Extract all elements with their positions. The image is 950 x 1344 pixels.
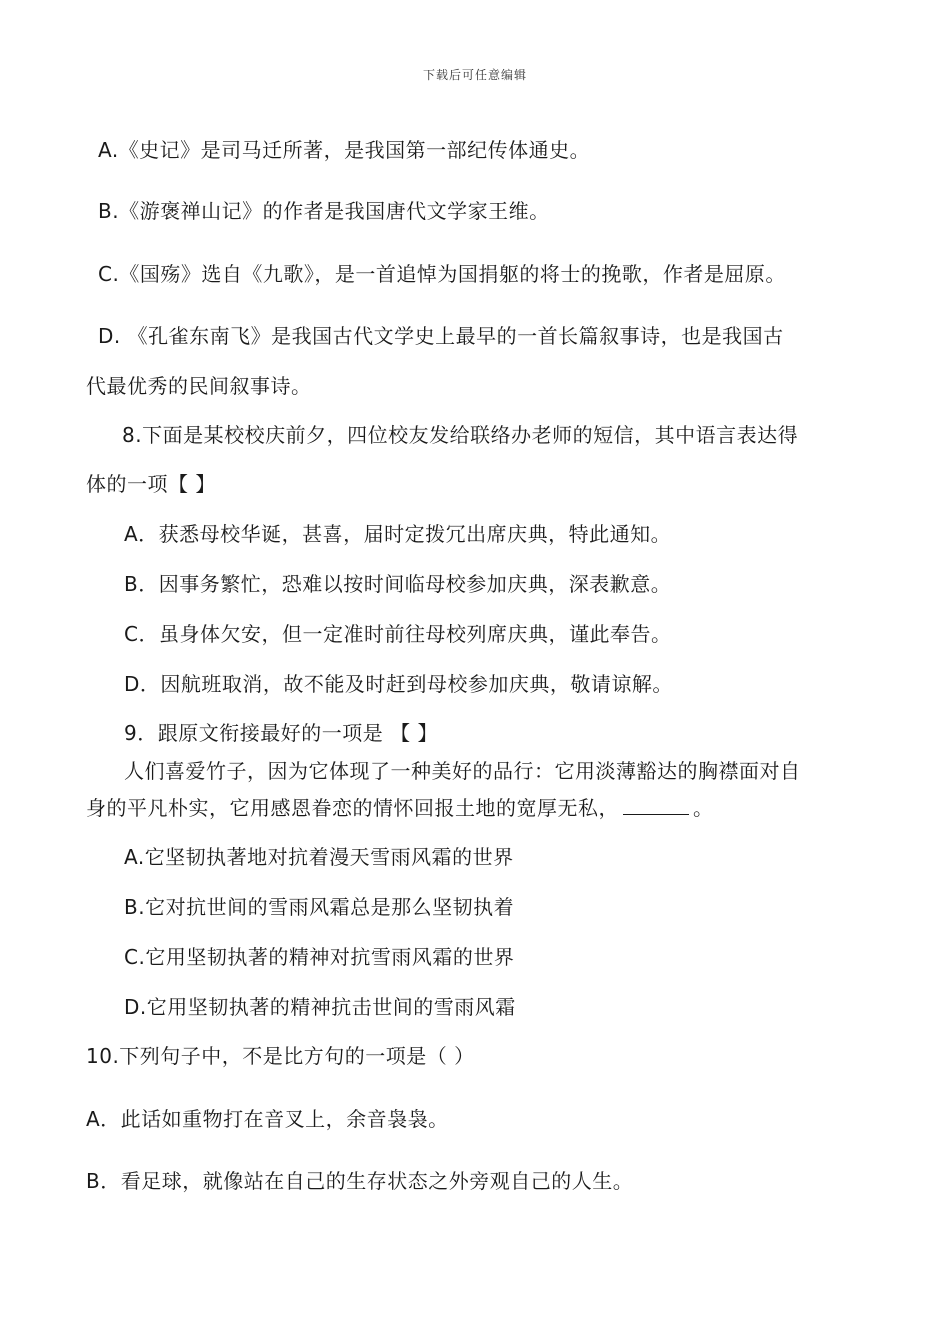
q8-stem-line2: 体的一项【 】 [86, 472, 216, 496]
q9-passage-line1: 人们喜爱竹子，因为它体现了一种美好的品行：它用淡薄豁达的胸襟面对自 [124, 759, 801, 783]
q8-option-a: A．获悉母校华诞，甚喜，届时定拨冗出席庆典，特此通知。 [124, 522, 672, 546]
q9-option-a: A.它坚韧执著地对抗着漫天雪雨风霜的世界 [124, 845, 514, 869]
q8-option-d: D．因航班取消，故不能及时赶到母校参加庆典，敬请谅解。 [124, 672, 673, 696]
q9-passage-line2-end: 。 [693, 796, 714, 820]
q7-option-d-line1: D. 《孔雀东南飞》是我国古代文学史上最早的一首长篇叙事诗，也是我国古 [98, 324, 784, 348]
q8-stem-line1: 8.下面是某校校庆前夕，四位校友发给联络办老师的短信，其中语言表达得 [122, 423, 799, 447]
q7-option-c: C.《国殇》选自《九歌》，是一首追悼为国捐躯的将士的挽歌，作者是屈原。 [98, 262, 786, 286]
q9-answer-blank [623, 798, 689, 815]
q9-option-d: D.它用坚韧执著的精神抗击世间的雪雨风霜 [124, 995, 516, 1019]
q7-option-d-line2: 代最优秀的民间叙事诗。 [86, 374, 312, 398]
q9-stem: 9．跟原文衔接最好的一项是 【 】 [124, 721, 438, 745]
q8-option-c: C．虽身体欠安，但一定准时前往母校列席庆典，谨此奉告。 [124, 622, 672, 646]
q9-passage-line2 [86, 796, 714, 820]
q9-option-c: C.它用坚韧执著的精神对抗雪雨风霜的世界 [124, 945, 515, 969]
q10-option-b: B．看足球，就像站在自己的生存状态之外旁观自己的人生。 [86, 1169, 634, 1193]
q10-option-a: A．此话如重物打在音叉上，余音袅袅。 [86, 1107, 449, 1131]
header-note: 下载后可任意编辑 [422, 68, 527, 82]
q10-stem: 10.下列句子中，不是比方句的一项是（ ） [86, 1044, 475, 1068]
q9-option-b: B.它对抗世间的雪雨风霜总是那么坚韧执着 [124, 895, 515, 919]
q9-passage-line2-text: 身的平凡朴实，它用感恩眷恋的情怀回报土地的宽厚无私， [86, 796, 619, 820]
q7-option-b: B.《游褒禅山记》的作者是我国唐代文学家王维。 [98, 199, 550, 223]
q8-option-b: B．因事务繁忙，恐难以按时间临母校参加庆典，深表歉意。 [124, 572, 672, 596]
q7-option-a: A.《史记》是司马迁所著，是我国第一部纪传体通史。 [98, 138, 591, 162]
